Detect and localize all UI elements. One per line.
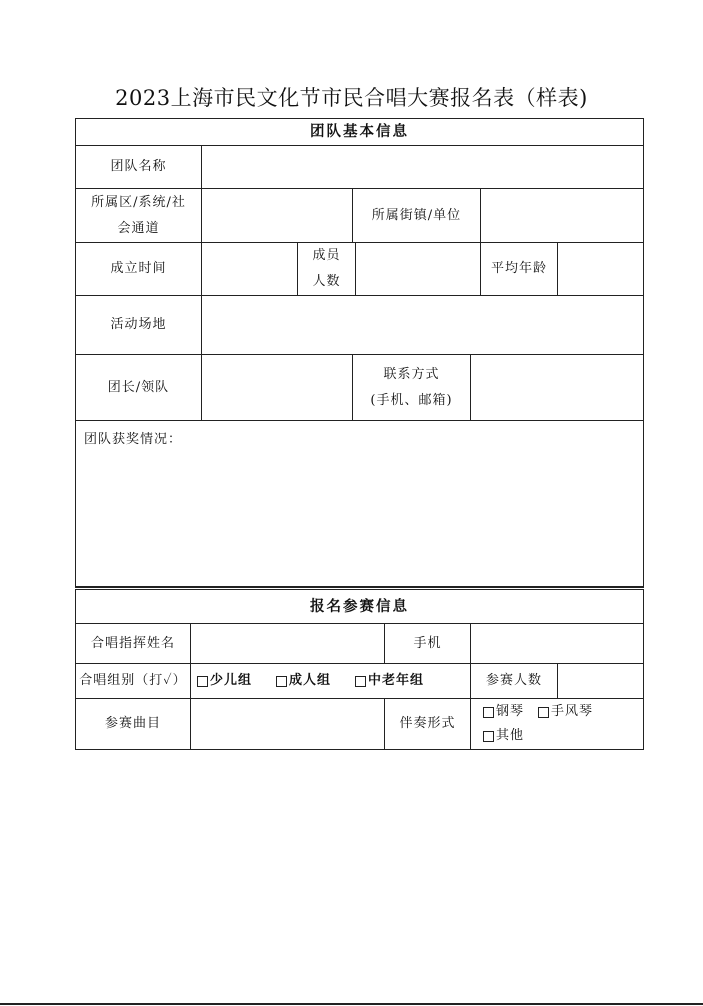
participants-label: 参赛人数 — [470, 663, 558, 699]
section-divider — [75, 587, 644, 588]
section-header-entry-info: 报名参赛信息 — [75, 589, 644, 624]
checkbox-icon[interactable] — [355, 676, 366, 687]
checkbox-icon[interactable] — [276, 676, 287, 687]
phone-label: 手机 — [384, 623, 471, 664]
accompaniment-option-other[interactable]: 其他 — [483, 724, 524, 748]
checkbox-icon[interactable] — [483, 731, 494, 742]
form-title: 2023上海市民文化节市民合唱大赛报名表（样表) — [115, 86, 588, 110]
accompaniment-option-accordion[interactable]: 手风琴 — [538, 700, 593, 724]
awards-field[interactable] — [75, 420, 644, 587]
members-label-line1: 成员 — [312, 248, 341, 263]
team-name-label: 团队名称 — [75, 145, 202, 189]
leader-label: 团长/领队 — [75, 354, 202, 421]
street-label: 所属街镇/单位 — [352, 188, 481, 243]
group-label: 合唱组别（打✓） — [75, 663, 191, 699]
checkbox-icon[interactable] — [483, 707, 494, 718]
awards-label: 团队获奖情况： — [84, 432, 183, 447]
street-field[interactable] — [480, 188, 644, 243]
accompaniment-label: 伴奏形式 — [384, 698, 471, 750]
accompaniment-row-2 — [483, 724, 538, 748]
district-label-line2: 会通道 — [117, 220, 160, 236]
leader-field[interactable] — [201, 354, 353, 421]
founded-field[interactable] — [201, 242, 298, 296]
members-field[interactable] — [355, 242, 481, 296]
group-options — [190, 663, 471, 699]
venue-label: 活动场地 — [75, 295, 202, 355]
contact-label-line2: (手机、邮箱) — [370, 392, 453, 408]
group-option-children[interactable]: 少儿组 — [197, 668, 252, 694]
phone-field[interactable] — [470, 623, 644, 664]
songs-label: 参赛曲目 — [75, 698, 191, 750]
accompaniment-row-1 — [483, 700, 607, 724]
team-name-field[interactable] — [201, 145, 644, 189]
accompaniment-option-piano[interactable]: 钢琴 — [483, 700, 524, 724]
district-field[interactable] — [201, 188, 353, 243]
participants-field[interactable] — [557, 663, 644, 699]
page-bottom-rule — [0, 1003, 703, 1005]
avg-age-label: 平均年龄 — [480, 242, 558, 296]
group-option-senior[interactable]: 中老年组 — [355, 668, 424, 694]
group-option-adult[interactable]: 成人组 — [276, 668, 331, 694]
members-label-line2: 人数 — [312, 274, 341, 289]
contact-label — [352, 354, 471, 421]
district-label — [75, 188, 202, 243]
section-header-team-info: 团队基本信息 — [75, 118, 644, 146]
venue-field[interactable] — [201, 295, 644, 355]
conductor-field[interactable] — [190, 623, 385, 664]
songs-field[interactable] — [190, 698, 385, 750]
checkbox-icon[interactable] — [197, 676, 208, 687]
district-label-line1: 所属区/系统/社 — [91, 194, 186, 210]
conductor-label: 合唱指挥姓名 — [75, 623, 191, 664]
contact-label-line1: 联系方式 — [383, 366, 440, 382]
founded-label: 成立时间 — [75, 242, 202, 296]
avg-age-field[interactable] — [557, 242, 644, 296]
checkbox-icon[interactable] — [538, 707, 549, 718]
registration-form — [75, 118, 644, 750]
members-label — [297, 242, 356, 296]
accompaniment-options — [470, 698, 644, 750]
contact-field[interactable] — [470, 354, 644, 421]
